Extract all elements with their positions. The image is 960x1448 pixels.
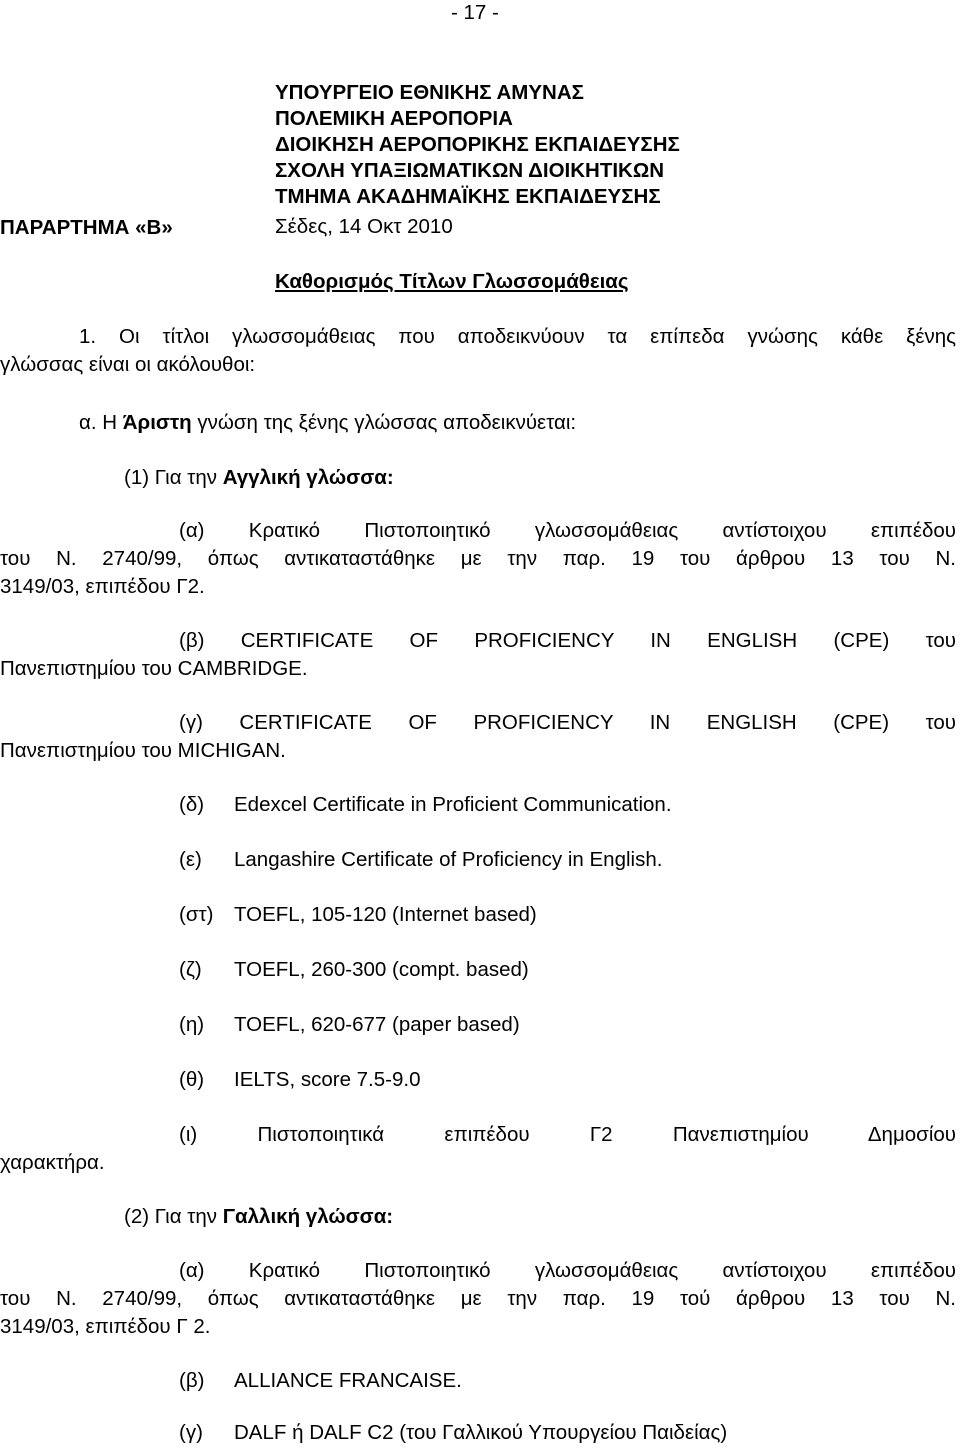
item-label: (στ) [179,903,214,926]
para1-line1: 1. Οι τίτλοι γλωσσομάθειας που αποδεικνύουν τα επίπεδα γνώσης κάθε ξένης [79,325,956,348]
item-text: TOEFL, 105-120 (Internet based) [234,903,537,926]
item-label: (β) [179,1369,205,1392]
place-date: Σέδες, 14 Οκτ 2010 [275,215,453,238]
english-alpha-line2: του Ν. 2740/99, όπως αντικαταστάθηκε με την παρ. 19 του άρθρου 13 του Ν. [0,547,956,570]
page-number: - 17 - [451,1,499,24]
item-label: (θ) [179,1068,205,1091]
english-item-eta [179,1012,879,1038]
letterhead-line-ministry: ΥΠΟΥΡΓΕΙΟ ΕΘΝΙΚΗΣ ΑΜΥΝΑΣ [275,81,584,104]
item-text: ALLIANCE FRANCAISE. [234,1369,462,1392]
english-heading-prefix: (1) Για την [124,466,223,489]
english-iota-line1: (ι) Πιστοποιητικά επιπέδου Γ2 Πανεπιστημίου Δημοσίου [179,1123,956,1146]
item-text: DALF ή DALF C2 (του Γαλλικού Υπουργείου Παιδείας) [234,1421,728,1444]
letterhead-line-command: ΔΙΟΙΚΗΣΗ ΑΕΡΟΠΟΡΙΚΗΣ ΕΚΠΑΙΔΕΥΣΗΣ [275,133,680,156]
section-a-suffix: γνώση της ξένης γλώσσας αποδεικνύεται: [191,411,577,434]
english-gamma-line1: (γ) CERTIFICATE OF PROFICIENCY IN ENGLISH (CPE) του [179,711,956,734]
french-alpha-line1: (α) Κρατικό Πιστοποιητικό γλωσσομάθειας αντίστοιχου επιπέδου [179,1259,956,1282]
english-alpha-line3: 3149/03, επιπέδου Γ2. [0,575,205,598]
english-item-epsilon [179,847,879,873]
english-beta-line2: Πανεπιστημίου του CAMBRIDGE. [0,657,308,680]
french-item-gamma [179,1420,939,1446]
french-alpha-line3: 3149/03, επιπέδου Γ 2. [0,1315,211,1338]
french-heading [124,1204,393,1230]
english-heading [124,465,394,491]
english-heading-bold: Αγγλική γλώσσα: [222,466,394,489]
english-item-theta [179,1067,879,1093]
item-label: (η) [179,1013,205,1036]
document-title: Καθορισμός Τίτλων Γλωσσομάθειας [275,270,629,293]
english-alpha-line1: (α) Κρατικό Πιστοποιητικό γλωσσομάθειας αντίστοιχου επιπέδου [179,519,956,542]
item-label: (δ) [179,793,205,816]
english-item-delta [179,792,879,818]
french-item-beta [179,1368,939,1394]
french-heading-prefix: (2) Για την [124,1205,223,1228]
para1-line2: γλώσσας είναι οι ακόλουθοι: [0,353,256,376]
item-text: TOEFL, 260-300 (compt. based) [234,958,529,981]
french-heading-bold: Γαλλική γλώσσα: [222,1205,394,1228]
english-item-stigma [179,902,879,928]
english-beta-line1: (β) CERTIFICATE OF PROFICIENCY IN ENGLISH (CPE) του [179,629,956,652]
annex-label: ΠΑΡΑΡΤΗΜΑ «Β» [0,216,173,239]
section-a-prefix: α. Η [79,411,123,434]
item-label: (ε) [179,848,202,871]
letterhead-line-school: ΣΧΟΛΗ ΥΠΑΞΙΩΜΑΤΙΚΩΝ ΔΙΟΙΚΗΤΙΚΩΝ [275,159,665,182]
section-a-heading [79,410,576,436]
english-gamma-line2: Πανεπιστημίου του MICHIGAN. [0,739,286,762]
letterhead-line-airforce: ΠΟΛΕΜΙΚΗ ΑΕΡΟΠΟΡΙΑ [275,107,513,130]
item-text: IELTS, score 7.5-9.0 [234,1068,421,1091]
item-text: Langashire Certificate of Proficiency in English. [234,848,663,871]
english-iota-line2: χαρακτήρα. [0,1151,105,1174]
item-text: Edexcel Certificate in Proficient Communication. [234,793,672,816]
item-text: TOEFL, 620-677 (paper based) [234,1013,520,1036]
item-label: (ζ) [179,958,202,981]
english-item-zeta [179,957,879,983]
item-label: (γ) [179,1421,203,1444]
section-a-bold: Άριστη [122,411,192,434]
letterhead-line-department: ΤΜΗΜΑ ΑΚΑΔΗΜΑΪΚΗΣ ΕΚΠΑΙΔΕΥΣΗΣ [275,185,661,208]
french-alpha-line2: του Ν. 2740/99, όπως αντικαταστάθηκε με την παρ. 19 τού άρθρου 13 του Ν. [0,1287,956,1310]
